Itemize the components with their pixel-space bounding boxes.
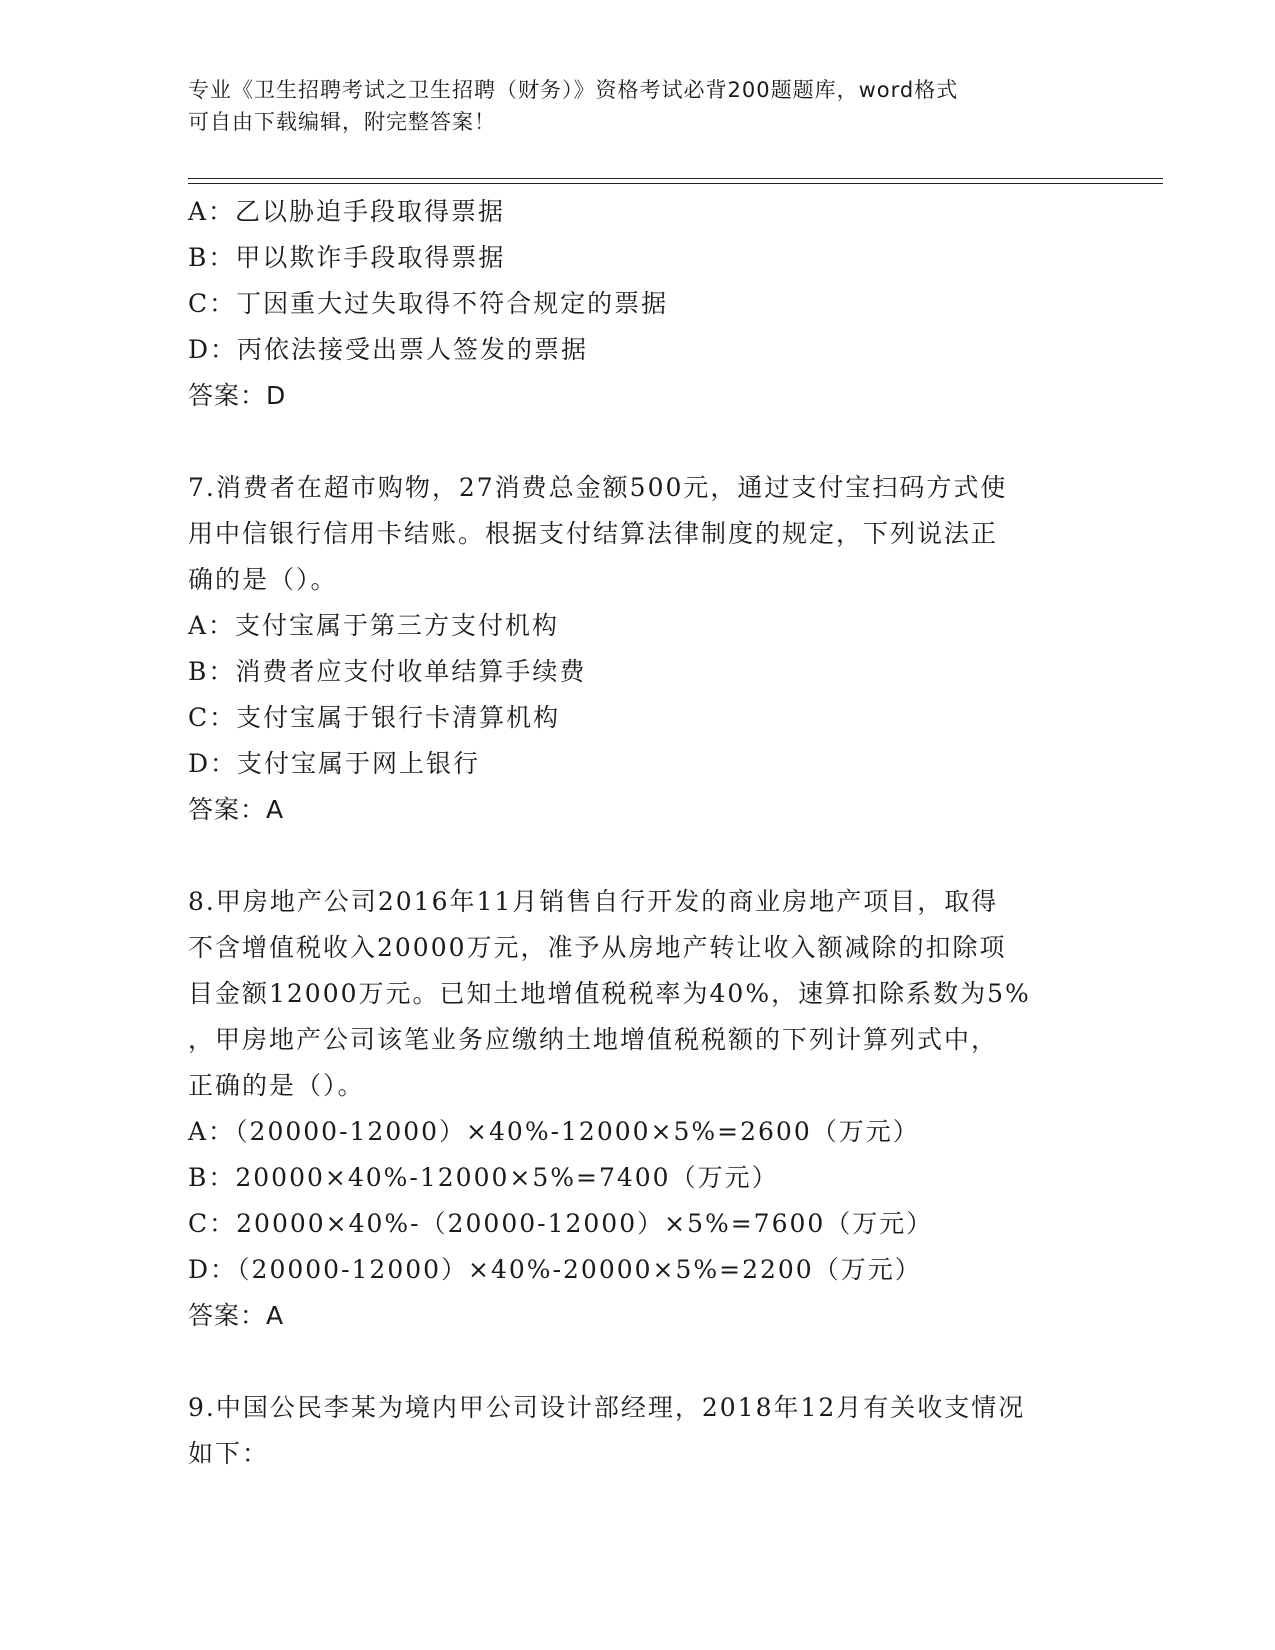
option-a: A：（20000-12000）×40%-12000×5%=2600（万元） xyxy=(188,1117,920,1146)
spacer xyxy=(188,1339,1088,1385)
option-c: C：20000×40%-（20000-12000）×5%=7600（万元） xyxy=(188,1209,934,1238)
header-divider-bottom xyxy=(188,183,1163,184)
option-a: A：支付宝属于第三方支付机构 xyxy=(188,611,560,640)
answer: 答案：A xyxy=(188,795,285,824)
answer: 答案：D xyxy=(188,381,287,410)
spacer xyxy=(188,833,1088,879)
option-d: D：丙依法接受出票人签发的票据 xyxy=(188,335,589,364)
question-9 xyxy=(188,1385,1088,1477)
question-text-line: 正确的是（）。 xyxy=(188,1071,365,1100)
question-8 xyxy=(188,879,1088,1339)
option-b: B：消费者应支付收单结算手续费 xyxy=(188,657,587,686)
question-text-line: 如下： xyxy=(188,1439,270,1468)
option-a: A：乙以胁迫手段取得票据 xyxy=(188,197,506,226)
header-divider-top xyxy=(188,178,1163,179)
question-text-line: 目金额12000万元。已知土地增值税税率为40%，速算扣除系数为5% xyxy=(188,979,1031,1008)
header-line-2: 可自由下载编辑，附完整答案！ xyxy=(188,110,496,134)
question-text-line: 9.中国公民李某为境内甲公司设计部经理，2018年12月有关收支情况 xyxy=(188,1393,1026,1422)
question-text-line: 7.消费者在超市购物，27消费总金额500元，通过支付宝扫码方式使 xyxy=(188,473,1008,502)
document-header xyxy=(188,74,1088,138)
option-c: C：丁因重大过失取得不符合规定的票据 xyxy=(188,289,669,318)
option-c: C：支付宝属于银行卡清算机构 xyxy=(188,703,561,732)
option-d: D：（20000-12000）×40%-20000×5%=2200（万元） xyxy=(188,1255,922,1284)
question-6 xyxy=(188,189,1088,419)
option-b: B：甲以欺诈手段取得票据 xyxy=(188,243,506,272)
option-d: D：支付宝属于网上银行 xyxy=(188,749,481,778)
question-text-line: 8.甲房地产公司2016年11月销售自行开发的商业房地产项目，取得 xyxy=(188,887,999,916)
option-b: B：20000×40%-12000×5%=7400（万元） xyxy=(188,1163,779,1192)
answer: 答案：A xyxy=(188,1301,285,1330)
spacer xyxy=(188,419,1088,465)
document-body xyxy=(188,189,1088,1477)
question-text-line: 用中信银行信用卡结账。根据支付结算法律制度的规定，下列说法正 xyxy=(188,519,999,548)
question-text-line: 不含增值税收入20000万元，准予从房地产转让收入额减除的扣除项 xyxy=(188,933,1007,962)
header-line-1: 专业《卫生招聘考试之卫生招聘（财务）》资格考试必背200题题库，word格式 xyxy=(188,78,959,102)
question-7 xyxy=(188,465,1088,833)
question-text-line: ，甲房地产公司该笔业务应缴纳土地增值税税额的下列计算列式中， xyxy=(188,1025,999,1054)
question-text-line: 确的是（）。 xyxy=(188,565,338,594)
